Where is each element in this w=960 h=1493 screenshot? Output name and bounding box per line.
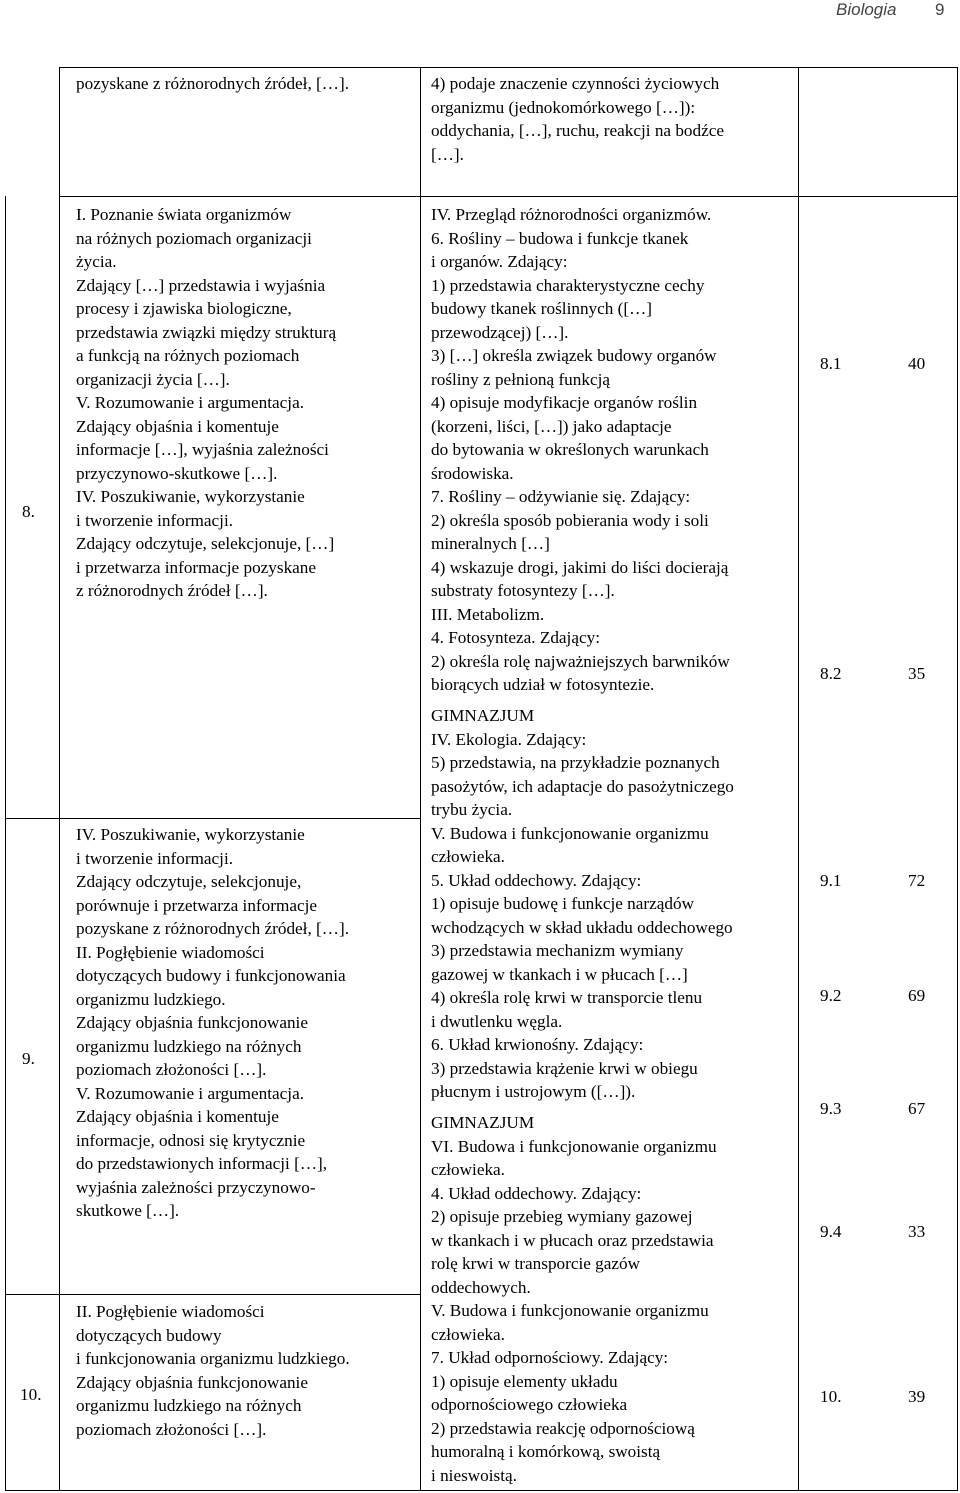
top-row-right-cell (431, 72, 724, 166)
text-line: (korzeni, liści, […]) jako adaptacje (431, 416, 672, 436)
text-line: rośliny z pełnioną funkcją (431, 369, 610, 389)
table-border-left-top (59, 67, 60, 197)
row-divider-top-row (59, 196, 958, 197)
general-requirements-cell (76, 203, 336, 603)
subtask-score: 72 (908, 871, 926, 890)
text-line: V. Budowa i funkcjonowanie organizmu (431, 1301, 709, 1320)
text-line: rolę krwi w transporcie gazów (431, 1254, 641, 1273)
text-line: IV. Poszukiwanie, wykorzystanie (76, 825, 305, 844)
text-line: dotyczących budowy (76, 1325, 222, 1345)
row-divider-8-9 (5, 818, 420, 819)
text-line: do bytowania w określonych warunkach (431, 440, 709, 459)
text-line: poziomach złożoności […]. (76, 1060, 267, 1079)
text-line: 1) opisuje elementy układu (431, 1371, 618, 1391)
detailed-requirements-block (431, 704, 734, 1104)
text-line: 3) […] określa związek budowy organów (431, 346, 717, 365)
text-line: organizacji życia […]. (76, 369, 230, 389)
text-line: V. Rozumowanie i argumentacja. (76, 393, 304, 412)
text-line: do przedstawionych informacji […], (76, 1154, 328, 1173)
text-line: 2) określa rolę najważniejszych barwników (431, 651, 730, 671)
text-line: 6. Rośliny – budowa i funkcje tkanek (431, 228, 689, 248)
text-line: wyjaśnia zależności przyczynowo- (76, 1177, 316, 1197)
text-line: budowy tkanek roślinnych ([…] (431, 299, 653, 318)
subject-title: Biologia (836, 0, 897, 19)
row-divider-9-10 (5, 1294, 420, 1295)
text-line: 4) wskazuje drogi, jakimi do liści docierają (431, 557, 729, 577)
text-line: III. Metabolizm. (431, 604, 545, 624)
col-divider-num (59, 196, 60, 1491)
text-line: organizmu ludzkiego. (76, 989, 226, 1009)
text-line: 4. Układ oddechowy. Zdający: (431, 1183, 642, 1203)
task-number: 9. (22, 1049, 35, 1068)
text-line: informacje, odnosi się krytycznie (76, 1130, 306, 1150)
subtask-id: 9.4 (820, 1222, 842, 1241)
text-line: GIMNAZJUM (431, 1113, 535, 1132)
text-line: człowieka. (431, 1160, 505, 1179)
text-line: 2) określa sposób pobierania wody i soli (431, 510, 709, 530)
col-divider-left (420, 67, 421, 1491)
text-line: i funkcjonowania organizmu ludzkiego. (76, 1349, 350, 1368)
text-line: II. Pogłębienie wiadomości (76, 1302, 265, 1321)
subtask-score: 40 (908, 354, 926, 373)
text-line: i organów. Zdający: (431, 252, 568, 271)
text-line: 1) przedstawia charakterystyczne cechy (431, 275, 705, 295)
text-line: Zdający objaśnia i komentuje (76, 416, 279, 436)
text-line: organizmu (jednokomórkowego […]): (431, 97, 696, 117)
text-line: IV. Przegląd różnorodności organizmów. (431, 205, 712, 224)
text-line: porównuje i przetwarza informacje (76, 895, 317, 915)
text-line: IV. Ekologia. Zdający: (431, 729, 587, 749)
text-line: humoralną i komórkową, swoistą (431, 1442, 661, 1461)
text-line: życia. (76, 252, 117, 271)
col-divider-right (798, 67, 799, 1491)
subtask-id: 8.2 (820, 664, 842, 683)
text-line: V. Rozumowanie i argumentacja. (76, 1083, 304, 1103)
text-line: pozyskane z różnorodnych źródeł, […]. (76, 919, 349, 938)
text-line: człowieka. (431, 847, 505, 866)
text-line: 4) opisuje modyfikacje organów roślin (431, 393, 698, 412)
text-line: 2) opisuje przebieg wymiany gazowej (431, 1207, 693, 1226)
table-border-right (957, 67, 958, 1491)
text-line: 4) określa rolę krwi w transporcie tlenu (431, 988, 703, 1007)
text-line: 3) przedstawia krążenie krwi w obiegu (431, 1058, 698, 1078)
text-line: 7. Układ odpornościowy. Zdający: (431, 1348, 669, 1367)
text-line: II. Pogłębienie wiadomości (76, 942, 265, 962)
text-line: I. Poznanie świata organizmów (76, 205, 292, 224)
text-line: oddechowych. (431, 1277, 531, 1297)
text-line: organizmu ludzkiego na różnych (76, 1396, 302, 1415)
subtask-id: 8.1 (820, 354, 842, 373)
table-border-bottom (5, 1490, 958, 1491)
text-line: VI. Budowa i funkcjonowanie organizmu (431, 1136, 717, 1156)
top-row-left-cell (76, 72, 349, 96)
text-line: gazowej w tkankach i w płucach […] (431, 964, 688, 984)
subtask-score: 33 (908, 1222, 926, 1241)
text-line: i tworzenie informacji. (76, 510, 234, 530)
text-line: 6. Układ krwionośny. Zdający: (431, 1035, 644, 1054)
text-line: przewodzącej) […]. (431, 322, 569, 342)
text-line: poziomach złożoności […]. (76, 1419, 267, 1439)
text-line: przedstawia związki między strukturą (76, 322, 337, 342)
text-line: 7. Rośliny – odżywianie się. Zdający: (431, 487, 691, 506)
text-line: organizmu ludzkiego na różnych (76, 1036, 302, 1056)
text-line: 5) przedstawia, na przykładzie poznanych (431, 753, 720, 772)
text-line: V. Budowa i funkcjonowanie organizmu (431, 823, 709, 843)
text-line: procesy i zjawiska biologiczne, (76, 299, 292, 318)
text-line: i nieswoistą. (431, 1465, 517, 1485)
text-line: pasożytów, ich adaptacje do pasożytniczego (431, 776, 734, 796)
text-line: Zdający odczytuje, selekcjonuje, (76, 872, 302, 891)
table-border-left (5, 196, 6, 1491)
text-line: przyczynowo-skutkowe […]. (76, 463, 278, 483)
text-line: na różnych poziomach organizacji (76, 228, 312, 248)
text-line: 4) podaje znaczenie czynności życiowych (431, 74, 720, 93)
detailed-requirements-block (431, 1111, 717, 1487)
text-line: GIMNAZJUM (431, 706, 535, 725)
text-line: środowiska. (431, 463, 514, 483)
text-line: i tworzenie informacji. (76, 848, 234, 868)
task-number: 8. (22, 502, 35, 521)
text-line: w tkankach i w płucach oraz przedstawia (431, 1230, 714, 1250)
text-line: oddychania, […], ruchu, reakcji na bodźce (431, 121, 725, 140)
text-line: odpornościowego człowieka (431, 1395, 628, 1414)
general-requirements-cell (76, 823, 349, 1223)
text-line: 5. Układ oddechowy. Zdający: (431, 870, 642, 890)
general-requirements-cell (76, 1300, 350, 1441)
text-line: płucnym i ustrojowym ([…]). (431, 1082, 636, 1101)
text-line: dotyczących budowy i funkcjonowania (76, 966, 346, 985)
text-line: skutkowe […]. (76, 1201, 180, 1220)
subtask-id: 9.1 (820, 871, 842, 890)
text-line: informacje […], wyjaśnia zależności (76, 440, 329, 459)
text-line: Zdający objaśnia i komentuje (76, 1107, 279, 1126)
subtask-id: 9.2 (820, 986, 842, 1005)
text-line: trybu życia. (431, 800, 513, 819)
subtask-score: 69 (908, 986, 926, 1005)
text-line: z różnorodnych źródeł […]. (76, 581, 268, 600)
text-line: 2) przedstawia reakcję odpornościową (431, 1418, 695, 1438)
text-line: i dwutlenku węgla. (431, 1011, 563, 1031)
text-line: 1) opisuje budowę i funkcje narządów (431, 894, 694, 913)
detailed-requirements-block (431, 203, 730, 697)
text-line: pozyskane z różnorodnych źródeł, […]. (76, 74, 349, 93)
text-line: mineralnych […] (431, 534, 550, 553)
text-line: Zdający odczytuje, selekcjonuje, […] (76, 534, 335, 553)
text-line: 4. Fotosynteza. Zdający: (431, 628, 600, 647)
subtask-score: 39 (908, 1387, 926, 1406)
subtask-id: 9.3 (820, 1099, 842, 1118)
text-line: substraty fotosyntezy […]. (431, 581, 615, 600)
text-line: wchodzących w skład układu oddechowego (431, 917, 733, 937)
text-line: Zdający objaśnia funkcjonowanie (76, 1013, 308, 1032)
text-line: IV. Poszukiwanie, wykorzystanie (76, 487, 305, 506)
page-header (0, 0, 960, 28)
text-line: człowieka. (431, 1324, 505, 1344)
page-number: 9 (935, 0, 945, 19)
subtask-id: 10. (820, 1387, 842, 1406)
subtask-score: 67 (908, 1099, 926, 1118)
text-line: biorących udział w fotosyntezie. (431, 675, 655, 694)
subtask-score: 35 (908, 664, 926, 683)
text-line: Zdający objaśnia funkcjonowanie (76, 1372, 308, 1392)
text-line: 3) przedstawia mechanizm wymiany (431, 941, 684, 960)
text-line: […]. (431, 144, 464, 164)
table-border-top (59, 67, 958, 68)
task-number: 10. (20, 1385, 42, 1404)
text-line: a funkcją na różnych poziomach (76, 346, 300, 365)
text-line: Zdający […] przedstawia i wyjaśnia (76, 275, 326, 295)
text-line: i przetwarza informacje pozyskane (76, 557, 317, 577)
